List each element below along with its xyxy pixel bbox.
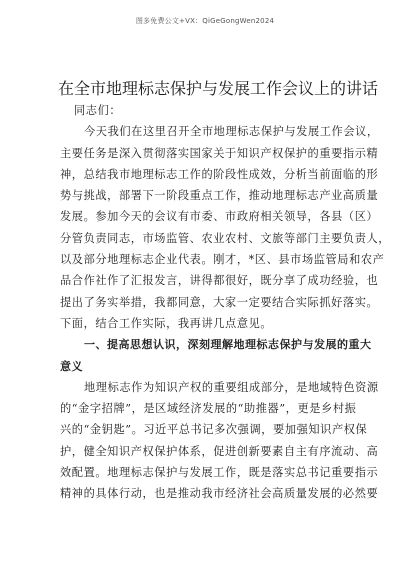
salutation: 同志们： xyxy=(74,104,122,117)
document-body xyxy=(60,100,391,505)
paragraph-line: 以及部分地理标志企业代表。刚才，*区、县市场监管局和农产 xyxy=(60,253,385,267)
paragraph-line: 发展。参加今天的会议有市委、市政府相关领导，各县（区） xyxy=(60,210,379,224)
paragraph-line: 提出了务实举措，我都同意，大家一定要结合实际抓好落实。 xyxy=(60,295,379,309)
paragraph-line: 效配置。地理标志保护与发展工作，既是落实总书记重要指示 xyxy=(60,466,379,480)
paragraph-line: 下面，结合工作实际，我再讲几点意见。 xyxy=(60,316,273,330)
paragraph-line: 分管负责同志，市场监管、农业农村、文旅等部门主要负责人， xyxy=(60,231,391,245)
paragraph-line: 今天我们在这里召开全市地理标志保护与发展工作会议， xyxy=(84,125,379,139)
paragraph-line: 护，健全知识产权保护体系，促进创新要素自主有序流动、高 xyxy=(60,444,379,458)
paragraph-line: 主要任务是深入贯彻落实国家关于知识产权保护的重要指示精 xyxy=(60,146,379,160)
section-heading: 一、提高思想认识，深刻理解地理标志保护与发展的重大 xyxy=(84,338,372,352)
paragraph-line: 精神的具体行动，也是推动我市经济社会高质量发展的必然要 xyxy=(60,487,379,501)
document-title: 在全市地理标志保护与发展工作会议上的讲话 xyxy=(58,79,379,98)
paragraph-line: 地理标志作为知识产权的重要组成部分，是地域特色资源 xyxy=(84,380,379,394)
paragraph-line: 的“金字招牌”，是区域经济发展的“助推器”，更是乡村振 xyxy=(60,402,357,416)
paragraph-line: 势与挑战，部署下一阶段重点工作，推动地理标志产业高质量 xyxy=(60,189,379,203)
watermark: 图多免费公文+VX：QiGeGongWen2024 xyxy=(135,17,275,25)
paragraph-line: 神，总结我市地理标志工作的阶段性成效，分析当前面临的形 xyxy=(60,167,379,181)
section-heading: 意义 xyxy=(60,359,83,373)
paragraph-line: 品合作社作了汇报发言，讲得都很好，既分享了成功经验，也 xyxy=(60,274,379,288)
paragraph-line: 兴的“金钥匙”。习近平总书记多次强调，要加强知识产权保 xyxy=(60,423,368,437)
